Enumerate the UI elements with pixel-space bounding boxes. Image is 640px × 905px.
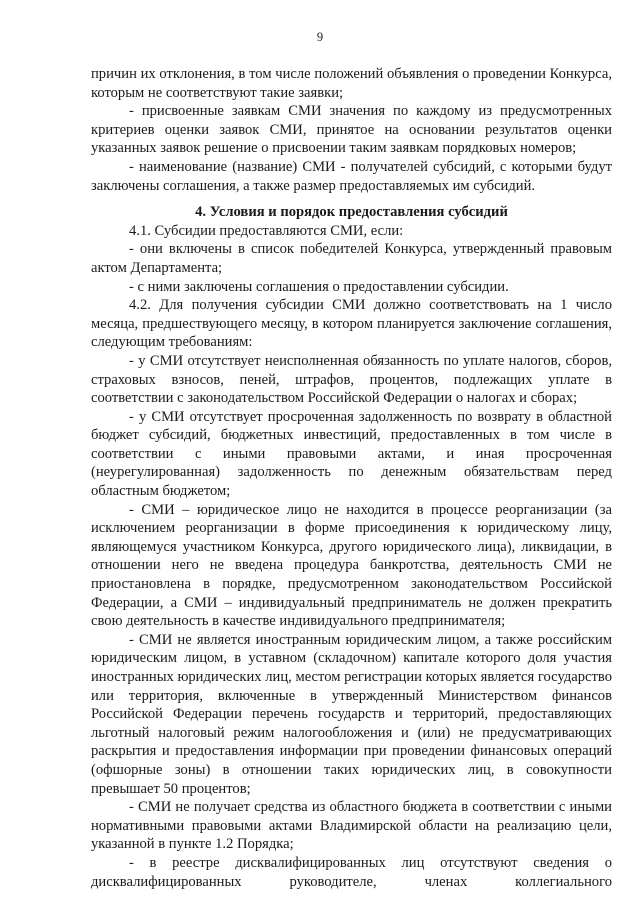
paragraph: - СМИ не является иностранным юридическим лицом, а также российским юридическим лицом, в уставном (складочном) капитале которого доля участия иностранных юридических лиц, местом регистрации которых является государство или территория, включенные в утвержденный Министерством финансов Российской Федерации перечень государств и территорий, предоставляющих льготный налоговый режим налогообложения и (или) не предусматривающих раскрытия и предоставления информации при проведении финансовых операций (офшорные зоны) в отношении таких юридических лиц, в совокупности превышает 50 процентов; bbox=[91, 631, 612, 797]
paragraph: - наименование (название) СМИ - получателей субсидий, с которыми будут заключены соглашения, а также размер предоставляемых им субсидий. bbox=[91, 158, 612, 194]
paragraph: - с ними заключены соглашения о предоставлении субсидии. bbox=[129, 278, 509, 295]
document-body bbox=[91, 65, 612, 891]
paragraph: 4.1. Субсидии предоставляются СМИ, если: bbox=[129, 222, 404, 239]
paragraph: - у СМИ отсутствует просроченная задолженность по возврату в областной бюджет субсидий, бюджетных инвестиций, предоставленных в том числе в соответствии с иными правовыми актами, и иная просроченная (неурегулированная) задолженность по денежным обязательствам перед областным бюджетом; bbox=[91, 408, 612, 500]
paragraph: - они включены в список победителей Конкурса, утвержденный правовым актом Департамента; bbox=[91, 241, 612, 276]
paragraph: - присвоенные заявкам СМИ значения по каждому из предусмотренных критериев оценки заявок СМИ, принятое на основании результатов оценки указанных заявок решение о присвоении таким заявкам порядковых номеров; bbox=[91, 103, 612, 157]
paragraph: - СМИ – юридическое лицо не находится в процессе реорганизации (за исключением реорганизации в форме присоединения к юридическому лицу, являющемуся участником Конкурса, другого юридического лица), ликвидации, в отношении него не введена процедура банкротства, деятельность СМИ не приостановлена в порядке, предусмотренном законодательством Российской Федерации, а СМИ – индивидуальный предприниматель не должен прекратить свою деятельность в качестве индивидуального предпринимателя; bbox=[91, 501, 612, 630]
paragraph: причин их отклонения, в том числе положений объявления о проведении Конкурса, которым не соответствуют такие заявки; bbox=[91, 66, 612, 101]
page-number: 9 bbox=[316, 30, 324, 44]
section-heading: 4. Условия и порядок предоставления субсидий bbox=[195, 204, 508, 221]
paragraph: 4.2. Для получения субсидии СМИ должно соответствовать на 1 число месяца, предшествующего месяцу, в котором планируется заключение соглашения, следующим требованиям: bbox=[91, 297, 612, 351]
paragraph: - в реестре дисквалифицированных лиц отсутствуют сведения о дисквалифицированных руководителе, членах коллегиального bbox=[91, 854, 612, 890]
paragraph: - СМИ не получает средства из областного бюджета в соответствии с иными нормативными правовыми актами Владимирской области на реализацию цели, указанной в пункте 1.2 Порядка; bbox=[91, 799, 612, 853]
paragraph: - у СМИ отсутствует неисполненная обязанность по уплате налогов, сборов, страховых взносов, пеней, штрафов, процентов, подлежащих уплате в соответствии с законодательством Российской Федерации о налогах и сборах; bbox=[91, 352, 612, 407]
